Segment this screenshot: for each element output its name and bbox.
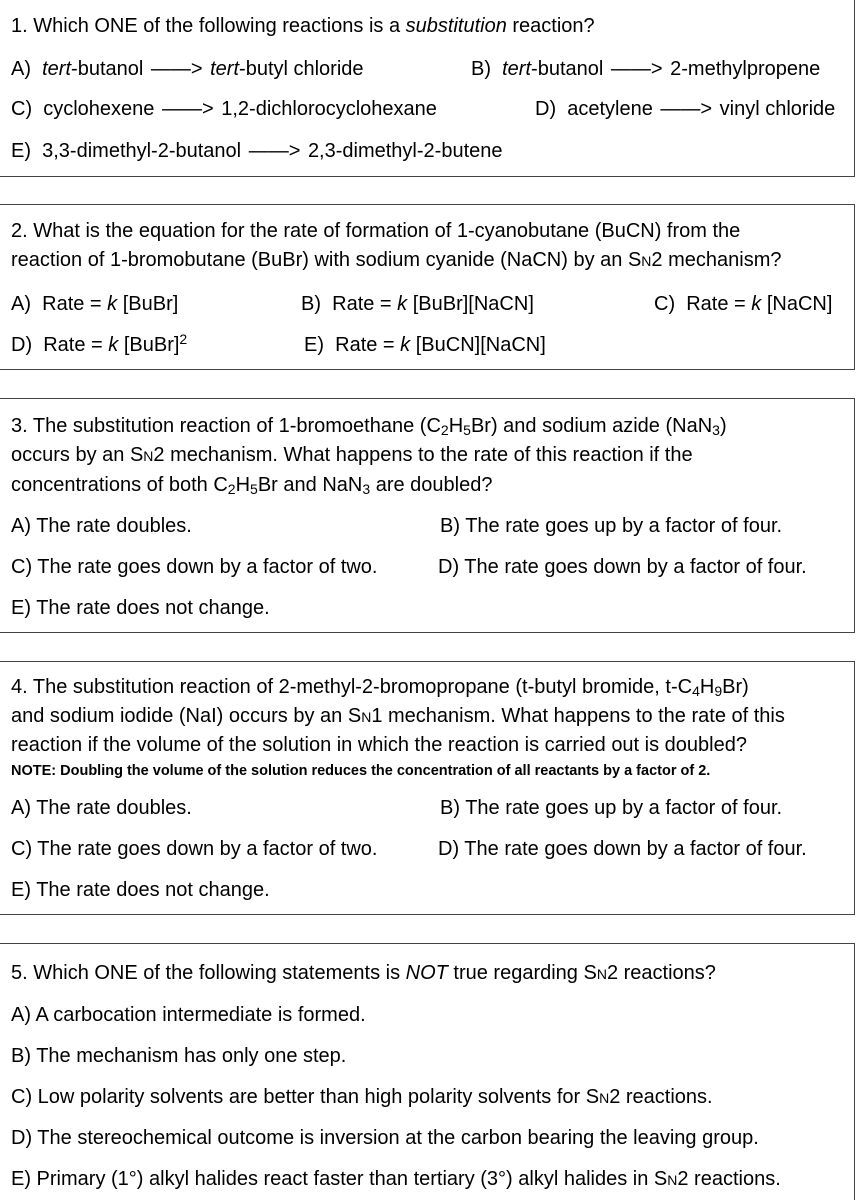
question-2-box: [0, 204, 855, 370]
question-4-box: [0, 661, 855, 915]
choice-to: vinyl chloride: [719, 98, 836, 120]
choice-label: D): [11, 334, 33, 356]
choice-label: E): [304, 334, 324, 356]
stem-text: ): [719, 415, 727, 437]
rate-expr: [BuBr]: [123, 334, 180, 356]
subscript: N: [641, 253, 652, 269]
subscript: N: [599, 1090, 610, 1106]
choice-5d: D) The stereochemical outcome is inversion at the carbon bearing the leaving group.: [11, 1127, 759, 1149]
stem-text: Which ONE of the following reactions is a: [33, 15, 406, 37]
choice-5c: [11, 1085, 713, 1110]
stem-text: Which ONE of the following statements is: [33, 962, 406, 984]
choice-label: E): [11, 140, 31, 162]
choice-label: C): [11, 98, 33, 120]
choice-from-rest: -butanol: [531, 58, 604, 80]
stem-text: reaction of 1-bromobutane (BuBr) with sodium cyanide (NaCN) by an S: [11, 249, 642, 271]
choice-1c: [11, 97, 437, 121]
arrow-icon: ——>: [610, 58, 663, 80]
arrow-icon: ——>: [248, 140, 301, 162]
choice-label: B): [301, 293, 321, 315]
stem-italic: NOT: [405, 962, 448, 984]
choice-2a: [11, 292, 178, 316]
stem-text: 2 reactions?: [606, 962, 716, 984]
arrow-icon: ——>: [150, 58, 203, 80]
question-3-stem-line1: [11, 412, 727, 441]
choice-from: acetylene: [567, 98, 653, 120]
subscript: 2: [440, 422, 449, 438]
rate-constant: k: [107, 293, 118, 315]
choice-text: C) Low polarity solvents are better than high polarity solvents for S: [11, 1086, 600, 1108]
stem-text: Br): [722, 676, 749, 698]
choice-1a: [11, 57, 364, 81]
choice-to: 2,3-dimethyl-2-butene: [307, 140, 503, 162]
choice-to: tert: [210, 58, 240, 80]
subscript: N: [361, 709, 372, 725]
choice-4a: A) The rate doubles.: [11, 797, 192, 819]
question-number: 2.: [11, 220, 28, 242]
subscript: 3: [362, 481, 371, 497]
stem-text: Br) and sodium azide (NaN: [470, 415, 713, 437]
rate-constant: k: [751, 293, 762, 315]
stem-text: are doubled?: [370, 474, 493, 496]
rate-constant: k: [400, 334, 411, 356]
choice-from: tert: [502, 58, 532, 80]
choice-4d: D) The rate goes down by a factor of four.: [438, 838, 807, 860]
subscript: N: [667, 1172, 678, 1188]
choice-5b: B) The mechanism has only one step.: [11, 1045, 347, 1067]
question-4-note: NOTE: Doubling the volume of the solution reduces the concentration of all reactants by a factor of 2.: [11, 763, 711, 779]
choice-5a: A) A carbocation intermediate is formed.: [11, 1004, 366, 1026]
stem-text: The substitution reaction of 2-methyl-2-bromopropane (t-butyl bromide, t-C: [32, 676, 693, 698]
choice-2e: [304, 333, 546, 357]
stem-text: and sodium iodide (NaI) occurs by an S: [11, 705, 362, 727]
rate-expr: [BuCN][NaCN]: [415, 334, 546, 356]
stem-text: 1 mechanism. What happens to the rate of this: [371, 705, 785, 727]
stem-text: The substitution reaction of 1-bromoethane (C: [32, 415, 441, 437]
rate-prefix: Rate =: [686, 293, 752, 315]
question-number: 1.: [11, 15, 28, 37]
choice-5e: [11, 1167, 781, 1192]
stem-italic: substitution: [405, 15, 507, 37]
question-5-stem: [11, 959, 716, 989]
choice-3e: E) The rate does not change.: [11, 597, 270, 619]
choice-to-rest: -butyl chloride: [239, 58, 364, 80]
arrow-icon: ——>: [660, 98, 713, 120]
choice-from: tert: [42, 58, 72, 80]
stem-text: concentrations of both C: [11, 474, 228, 496]
stem-text: What is the equation for the rate of formation of 1-cyanobutane (BuCN) from the: [33, 220, 741, 242]
question-4-stem-line2: [11, 702, 785, 732]
stem-text: H: [699, 676, 715, 698]
stem-text: H: [448, 415, 464, 437]
choice-to: 1,2-dichlorocyclohexane: [221, 98, 437, 120]
question-3-stem-line3: [11, 471, 492, 500]
rate-expr: [NaCN]: [766, 293, 833, 315]
question-number: 4.: [11, 676, 28, 698]
subscript: 3: [712, 422, 720, 438]
stem-text: H: [235, 474, 251, 496]
choice-label: D): [535, 98, 557, 120]
choice-text: 2 reactions.: [677, 1168, 781, 1190]
choice-label: B): [471, 58, 491, 80]
choice-label: C): [654, 293, 676, 315]
choice-label: A): [11, 58, 31, 80]
stem-text: 2 mechanism. What happens to the rate of this reaction if the: [153, 444, 693, 466]
rate-expr: [BuBr]: [122, 293, 179, 315]
subscript: N: [596, 966, 607, 982]
question-3-box: [0, 398, 855, 633]
question-1-stem: [11, 12, 595, 41]
question-number: 5.: [11, 962, 28, 984]
choice-text: E) Primary (1°) alkyl halides react faster than tertiary (3°) alkyl halides in S: [11, 1168, 668, 1190]
question-2-stem: [11, 217, 740, 246]
stem-text: 2 mechanism?: [651, 249, 782, 271]
subscript: N: [143, 448, 154, 464]
rate-constant: k: [397, 293, 408, 315]
subscript: 9: [714, 683, 723, 699]
superscript: 2: [179, 331, 188, 347]
subscript: 5: [250, 481, 258, 497]
choice-to: 2-methylpropene: [670, 58, 821, 80]
question-2-stem-line2: [11, 246, 781, 276]
choice-label: A): [11, 293, 31, 315]
stem-text: Br and NaN: [257, 474, 363, 496]
choice-text: 2 reactions.: [609, 1086, 713, 1108]
choice-3b: B) The rate goes up by a factor of four.: [440, 515, 783, 537]
question-4-stem-line1: [11, 673, 749, 702]
choice-from: cyclohexene: [43, 98, 155, 120]
rate-expr: [BuBr][NaCN]: [412, 293, 534, 315]
choice-2d: [11, 333, 187, 357]
stem-text: true regarding S: [447, 962, 597, 984]
rate-prefix: Rate =: [43, 334, 109, 356]
choice-1b: [471, 57, 820, 81]
subscript: 4: [692, 683, 700, 699]
choice-4e: E) The rate does not change.: [11, 879, 270, 901]
stem-text: reaction?: [506, 15, 595, 37]
stem-text: occurs by an S: [11, 444, 144, 466]
question-5-box: [0, 943, 855, 1200]
choice-4b: B) The rate goes up by a factor of four.: [440, 797, 783, 819]
choice-3a: A) The rate doubles.: [11, 515, 192, 537]
choice-3c: C) The rate goes down by a factor of two.: [11, 556, 378, 578]
rate-prefix: Rate =: [335, 334, 401, 356]
rate-constant: k: [108, 334, 119, 356]
arrow-icon: ——>: [161, 98, 214, 120]
choice-1d: [535, 97, 835, 121]
rate-prefix: Rate =: [332, 293, 398, 315]
choice-from: 3,3-dimethyl-2-butanol: [42, 140, 242, 162]
choice-from-rest: -butanol: [71, 58, 144, 80]
choice-1e: [11, 139, 503, 163]
choice-2b: [301, 292, 534, 316]
choice-3d: D) The rate goes down by a factor of four.: [438, 556, 807, 578]
question-number: 3.: [11, 415, 28, 437]
choice-2c: [654, 292, 832, 316]
rate-prefix: Rate =: [42, 293, 108, 315]
choice-4c: C) The rate goes down by a factor of two.: [11, 838, 378, 860]
subscript: 2: [227, 481, 236, 497]
subscript: 5: [463, 422, 471, 438]
question-4-stem-line3: reaction if the volume of the solution in which the reaction is carried out is doubled?: [11, 734, 747, 756]
question-1-box: [0, 0, 855, 177]
question-3-stem-line2: [11, 441, 693, 471]
